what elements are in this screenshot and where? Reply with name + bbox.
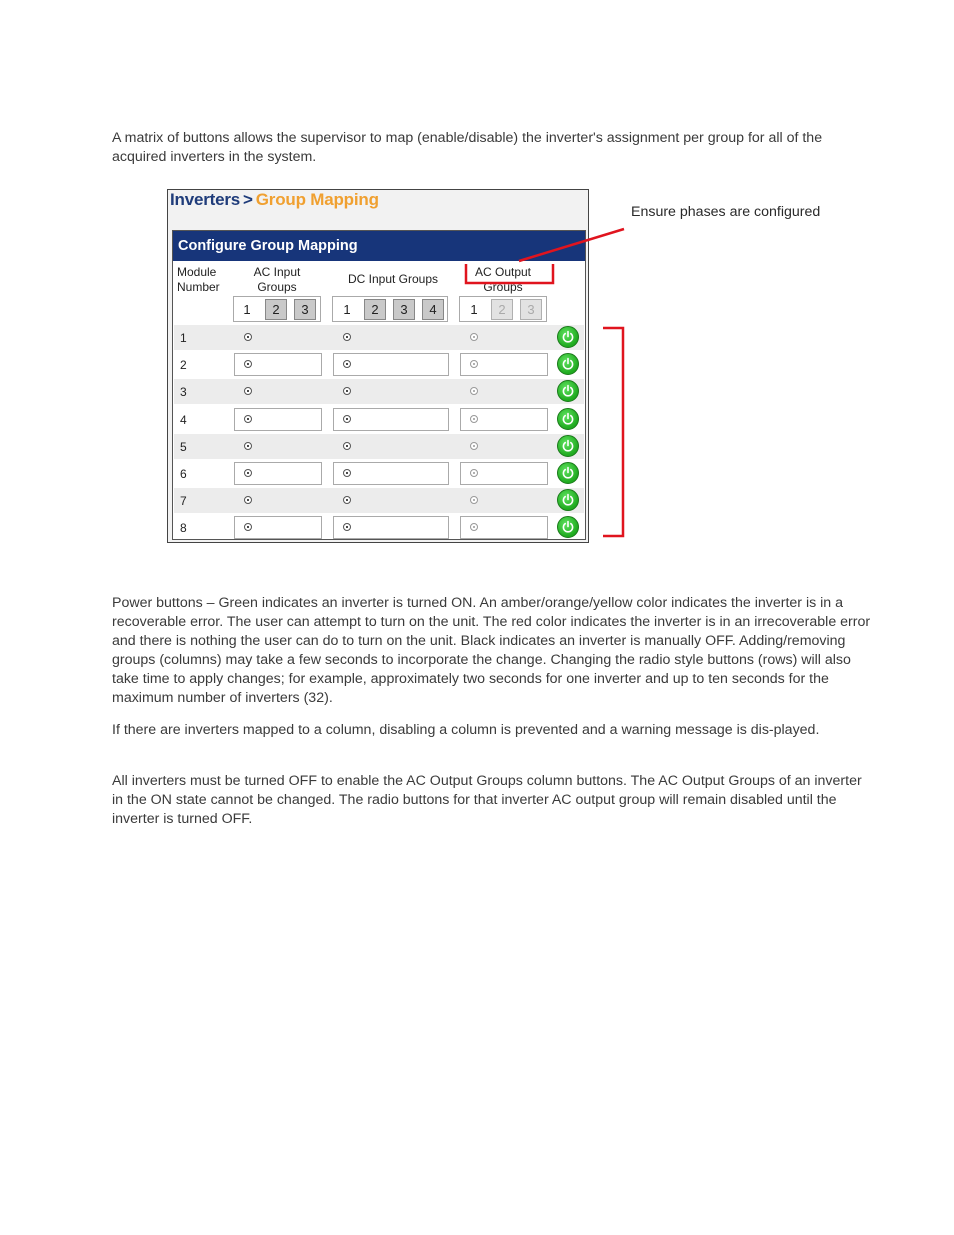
- panel-title: Configure Group Mapping: [173, 231, 585, 261]
- module-number: 7: [180, 494, 187, 509]
- module-number: 8: [180, 521, 187, 536]
- module-number: 6: [180, 467, 187, 481]
- intro-paragraph: A matrix of buttons allows the supervisor to map (enable/disable) the inverter's assignment per group for all of the acquired inverters in the system.: [112, 130, 823, 165]
- breadcrumb-group-mapping: Group Mapping: [255, 190, 379, 209]
- module-number: 2: [180, 358, 187, 373]
- module-number: 1: [180, 331, 187, 345]
- dc-input-group-2[interactable]: 2: [364, 299, 386, 320]
- annotation-note: Ensure phases are configured: [631, 204, 821, 220]
- breadcrumb-inverters[interactable]: Inverters: [170, 190, 241, 209]
- dc-input-group-3[interactable]: 3: [393, 299, 415, 320]
- header-dc-input-groups: DC Input Groups: [347, 272, 439, 286]
- ac-output-group-3: 3: [520, 299, 542, 320]
- column-warning-paragraph: If there are inverters mapped to a column, disabling a column is prevented and a warning message is dis-played.: [112, 722, 820, 738]
- module-number: 5: [180, 439, 187, 454]
- header-ac-input-groups: AC Input Groups: [253, 265, 301, 294]
- dc-input-group-4[interactable]: 4: [422, 299, 444, 320]
- ac-output-paragraph: All inverters must be turned OFF to enable the AC Output Groups column buttons. The AC Output Groups of an inverter in the ON state cannot be changed. The radio buttons for that inverter AC output group will remain disabled until the inverter is turned OFF.: [112, 773, 862, 827]
- dc-input-group-1[interactable]: 1: [343, 302, 351, 317]
- ac-input-group-3[interactable]: 3: [294, 299, 316, 320]
- callout-leader-line: [519, 229, 624, 261]
- module-number: 4: [180, 412, 187, 427]
- power-buttons-paragraph: Power buttons – Green indicates an inverter is turned ON. An amber/orange/yellow color indicates the inverter is in a recoverable error. The user can attempt to turn on the unit. The red color indicates the inverter is in an irrecoverable error and there is nothing the user can do to turn on the unit. Black indicates an inverter is manually OFF. Adding/removing groups (columns) may take a few seconds to incorporate the change. Changing the radio style buttons (rows) will also take time to apply changes; for example, approximately two seconds for one inverter and up to ten seconds for the maximum number of inverters (32).: [112, 595, 871, 706]
- header-ac-output-groups: AC Output Groups: [474, 265, 532, 294]
- header-module-number: Module Number: [177, 265, 220, 294]
- ac-input-group-1[interactable]: 1: [243, 302, 251, 317]
- ac-output-group-2: 2: [491, 299, 513, 320]
- breadcrumb-separator: >: [243, 190, 253, 209]
- power-buttons-bracket: [603, 328, 623, 536]
- ac-output-callout: [466, 264, 553, 283]
- ac-input-group-2[interactable]: 2: [265, 299, 287, 320]
- ac-output-group-1[interactable]: 1: [470, 302, 478, 317]
- module-number: 3: [180, 385, 187, 400]
